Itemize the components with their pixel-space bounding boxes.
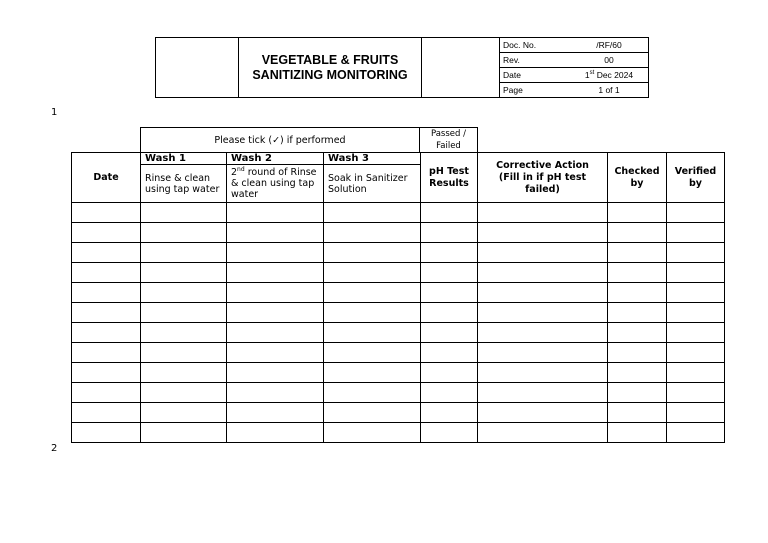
wash3-cell[interactable] — [324, 303, 421, 323]
corrective-action-cell[interactable] — [478, 243, 608, 263]
wash3-cell[interactable] — [324, 223, 421, 243]
table-row — [72, 283, 725, 303]
wash1-cell[interactable] — [141, 343, 227, 363]
ph-result-cell[interactable] — [421, 323, 478, 343]
corrective-action-cell[interactable] — [478, 223, 608, 243]
wash1-cell[interactable] — [141, 423, 227, 443]
wash2-title: Wash 2 — [227, 153, 324, 165]
date-cell[interactable] — [72, 203, 141, 223]
corrective-action-cell[interactable] — [478, 363, 608, 383]
checked-by-cell[interactable] — [608, 343, 667, 363]
document-title — [239, 38, 422, 98]
doc-no-value: /RF/60 — [570, 38, 648, 53]
ph-result-cell[interactable] — [421, 343, 478, 363]
rev-label: Rev. — [500, 53, 570, 68]
verified-by-cell[interactable] — [667, 343, 725, 363]
checked-by-cell[interactable] — [608, 283, 667, 303]
wash1-cell[interactable] — [141, 403, 227, 423]
wash3-cell[interactable] — [324, 423, 421, 443]
blank-header-cell — [422, 38, 500, 98]
wash2-cell[interactable] — [227, 343, 324, 363]
tick-instruction: Please tick (✓) if performed — [140, 127, 420, 152]
date-column-header: Date — [72, 153, 141, 203]
table-row — [72, 423, 725, 443]
verified-by-cell[interactable] — [667, 403, 725, 423]
table-row — [72, 323, 725, 343]
wash3-title: Wash 3 — [324, 153, 421, 165]
date-cell[interactable] — [72, 283, 141, 303]
verified-by-cell[interactable] — [667, 263, 725, 283]
corrective-action-cell[interactable] — [478, 403, 608, 423]
checked-by-cell[interactable] — [608, 383, 667, 403]
checked-by-cell[interactable] — [608, 243, 667, 263]
ph-result-cell[interactable] — [421, 383, 478, 403]
date-cell[interactable] — [72, 423, 141, 443]
checked-line1: Checked — [614, 165, 660, 177]
ph-result-cell[interactable] — [421, 243, 478, 263]
wash3-cell[interactable] — [324, 383, 421, 403]
checked-by-cell[interactable] — [608, 363, 667, 383]
wash3-cell[interactable] — [324, 363, 421, 383]
ph-result-cell[interactable] — [421, 203, 478, 223]
page-value: 1 of 1 — [598, 84, 620, 95]
corrective-action-cell[interactable] — [478, 263, 608, 283]
wash1-cell[interactable] — [141, 203, 227, 223]
checked-line2: by — [630, 177, 644, 189]
verified-by-cell[interactable] — [667, 363, 725, 383]
ph-test-line2: Results — [429, 177, 469, 189]
ph-result-cell[interactable] — [421, 303, 478, 323]
corrective-action-cell[interactable] — [478, 343, 608, 363]
table-row — [72, 363, 725, 383]
ph-result-cell[interactable] — [421, 363, 478, 383]
table-row — [72, 403, 725, 423]
wash1-cell[interactable] — [141, 223, 227, 243]
verified-line2: by — [689, 177, 702, 189]
table-row — [72, 223, 725, 243]
rev-value: 00 — [570, 53, 648, 68]
verified-by-cell[interactable] — [667, 283, 725, 303]
checked-by-cell[interactable] — [608, 323, 667, 343]
table-row — [72, 203, 725, 223]
wash3-cell[interactable] — [324, 263, 421, 283]
date-cell[interactable] — [72, 303, 141, 323]
date-cell[interactable] — [72, 263, 141, 283]
wash1-cell[interactable] — [141, 383, 227, 403]
wash3-cell[interactable] — [324, 243, 421, 263]
corrective-action-cell[interactable] — [478, 423, 608, 443]
corrective-action-cell[interactable] — [478, 303, 608, 323]
ph-test-header — [421, 153, 478, 203]
checked-by-cell[interactable] — [608, 403, 667, 423]
corrective-line1: Corrective Action — [496, 159, 589, 171]
verified-by-cell[interactable] — [667, 383, 725, 403]
document-title-line2: SANITIZING MONITORING — [252, 67, 408, 82]
wash3-cell[interactable] — [324, 323, 421, 343]
sanitizing-log-table — [71, 152, 725, 443]
date-cell[interactable] — [72, 383, 141, 403]
date-month-year: Dec 2024 — [594, 69, 634, 80]
passed-failed-header — [420, 127, 478, 152]
wash2-rest: round of Rinse & clean using tap water — [231, 167, 317, 200]
wash2-cell[interactable] — [227, 303, 324, 323]
corrective-action-cell[interactable] — [478, 383, 608, 403]
table-row — [72, 383, 725, 403]
wash2-cell[interactable] — [227, 223, 324, 243]
wash3-cell[interactable] — [324, 343, 421, 363]
passed-label: Passed / — [430, 129, 466, 139]
wash2-description — [227, 165, 324, 203]
wash2-suffix: nd — [237, 165, 245, 173]
date-cell[interactable] — [72, 363, 141, 383]
failed-label: Failed — [436, 141, 461, 151]
page-marker-bottom: 2 — [51, 443, 58, 454]
corrective-action-cell[interactable] — [478, 283, 608, 303]
verified-by-header — [667, 153, 725, 203]
ph-result-cell[interactable] — [421, 263, 478, 283]
page-label: Page — [503, 84, 523, 95]
date-label: Date — [500, 68, 570, 83]
wash3-description: Soak in Sanitizer Solution — [324, 165, 421, 203]
table-row — [72, 303, 725, 323]
wash1-cell[interactable] — [141, 243, 227, 263]
ph-test-line1: pH Test — [429, 165, 469, 177]
logo-cell — [156, 38, 239, 98]
verified-by-cell[interactable] — [667, 303, 725, 323]
checked-by-cell[interactable] — [608, 223, 667, 243]
date-cell[interactable] — [72, 403, 141, 423]
verified-by-cell[interactable] — [667, 243, 725, 263]
wash1-cell[interactable] — [141, 363, 227, 383]
wash1-cell[interactable] — [141, 283, 227, 303]
wash2-cell[interactable] — [227, 283, 324, 303]
page-marker-top: 1 — [51, 107, 58, 118]
ph-result-cell[interactable] — [421, 403, 478, 423]
checked-by-cell[interactable] — [608, 203, 667, 223]
wash2-cell[interactable] — [227, 383, 324, 403]
wash2-cell[interactable] — [227, 323, 324, 343]
corrective-action-cell[interactable] — [478, 203, 608, 223]
ph-result-cell[interactable] — [421, 423, 478, 443]
date-cell[interactable] — [72, 323, 141, 343]
table-row — [72, 243, 725, 263]
table-row — [72, 343, 725, 363]
wash3-cell[interactable] — [324, 283, 421, 303]
ph-result-cell[interactable] — [421, 283, 478, 303]
wash2-cell[interactable] — [227, 363, 324, 383]
wash2-cell[interactable] — [227, 243, 324, 263]
document-title-line1: VEGETABLE & FRUITS — [261, 52, 399, 67]
wash2-cell[interactable] — [227, 263, 324, 283]
date-suffix: st — [589, 69, 595, 76]
wash2-cell[interactable] — [227, 203, 324, 223]
verified-by-cell[interactable] — [667, 223, 725, 243]
checked-by-cell[interactable] — [608, 303, 667, 323]
document-header — [155, 37, 649, 98]
wash1-cell[interactable] — [141, 323, 227, 343]
verified-by-cell[interactable] — [667, 423, 725, 443]
date-day: 1 — [584, 69, 590, 80]
wash3-cell[interactable] — [324, 403, 421, 423]
date-cell[interactable] — [72, 243, 141, 263]
corrective-action-header — [478, 153, 608, 203]
checked-by-cell[interactable] — [608, 423, 667, 443]
corrective-line2: (Fill in if pH test failed) — [498, 171, 587, 195]
verified-by-cell[interactable] — [667, 323, 725, 343]
wash1-title: Wash 1 — [141, 153, 227, 165]
date-cell[interactable] — [72, 343, 141, 363]
date-value — [570, 68, 648, 83]
corrective-action-cell[interactable] — [478, 323, 608, 343]
wash1-description: Rinse & clean using tap water — [141, 165, 227, 203]
verified-by-cell[interactable] — [667, 203, 725, 223]
wash2-cell[interactable] — [227, 423, 324, 443]
verified-line1: Verified — [674, 165, 717, 177]
checked-by-header — [608, 153, 667, 203]
wash3-cell[interactable] — [324, 203, 421, 223]
checked-by-cell[interactable] — [608, 263, 667, 283]
ph-result-cell[interactable] — [421, 223, 478, 243]
doc-no-label: Doc. No. — [500, 38, 570, 53]
table-row — [72, 263, 725, 283]
wash2-num: 2 — [231, 167, 238, 178]
document-info — [500, 38, 649, 98]
wash1-cell[interactable] — [141, 263, 227, 283]
date-cell[interactable] — [72, 223, 141, 243]
wash2-cell[interactable] — [227, 403, 324, 423]
wash1-cell[interactable] — [141, 303, 227, 323]
